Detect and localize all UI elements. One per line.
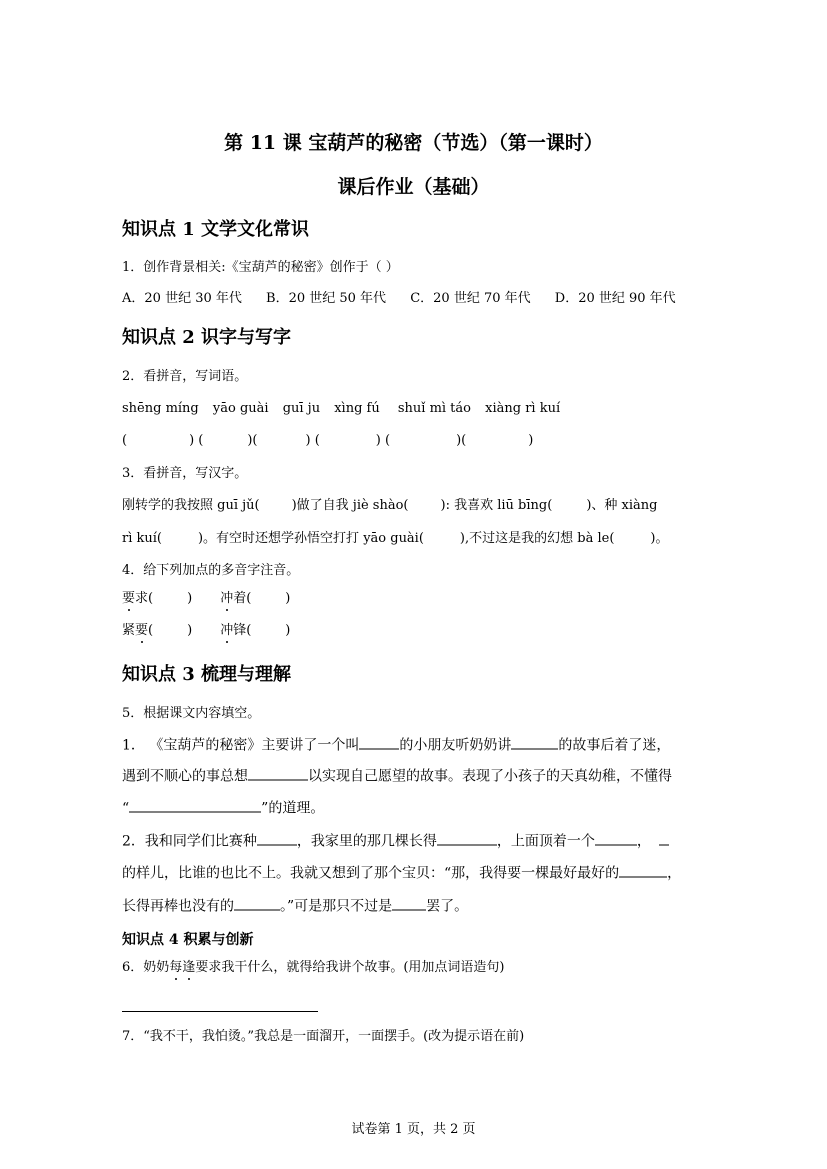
fill-blank-line: 的样儿，比谁的也比不上。我就又想到了那个宝贝：“那，我得要一棵最好最好的 ，	[122, 865, 682, 882]
answer-line[interactable]	[122, 1011, 318, 1012]
question-2-stem: 2．看拼音，写词语。	[122, 369, 248, 384]
question-4-stem: 4．给下列加点的多音字注音。	[122, 563, 300, 578]
question-1-options	[122, 290, 676, 308]
fill-blank-line: 1． 《宝葫芦的秘密》主要讲了一个叫 的小朋友听奶奶讲 的故事后着了迷，	[122, 737, 671, 754]
question-3-stem: 3．看拼音，写汉字。	[122, 466, 248, 481]
page-footer: 试卷第 1 页，共 2 页	[351, 1122, 476, 1137]
pinyin: shuǐ mì táo	[397, 401, 471, 416]
question-5-stem: 5．根据课文内容填空。	[122, 706, 261, 721]
pinyin: shēng míng	[122, 401, 199, 416]
question-6: 6．奶奶每逢要求我干什么，就得给我讲个故事。(用加点词语造句)	[122, 960, 505, 975]
answer-parens-row[interactable]: ( ) ( )( ) ( ) ( )( )	[122, 433, 534, 448]
pinyin: xiàng rì kuí	[485, 401, 561, 416]
question-3-line-2: rì kuí( )。有空时还想学孙悟空打打 yāo guài( ),不过这是我的幻想 bà le( )。	[122, 531, 669, 546]
page-subtitle: 课后作业（基础）	[337, 176, 490, 198]
fill-blank-line: 2．我和同学们比赛种 ，我家里的那几棵长得 ，上面顶着一个 ，	[122, 832, 669, 851]
section-heading-3: 知识点 3 梳理与理解	[122, 664, 292, 685]
section-heading-4: 知识点 4 积累与创新	[122, 932, 254, 948]
option-c: C．20 世纪 70 年代	[410, 291, 531, 306]
option-d: D．20 世纪 90 年代	[554, 291, 676, 306]
pinyin: xìng fú	[334, 401, 380, 416]
pinyin: yāo guài	[212, 401, 269, 416]
pinyin: guī ju	[282, 401, 321, 416]
question-7: 7．“我不干，我怕烫。”我总是一面溜开，一面摆手。(改为提示语在前)	[122, 1029, 525, 1044]
page-title: 第 11 课 宝葫芦的秘密（节选）（第一课时）	[224, 132, 603, 154]
fill-blank-line: 长得再棒也没有的 。”可是那只不过是 罢了。	[122, 898, 469, 915]
question-3-line-1: 刚转学的我按照 guī jǔ( )做了自我 jiè shào( ): 我喜欢 liū bīng( )、种 xiàng	[122, 498, 658, 513]
polyphone-row-1: 要求( ) 冲着( )	[122, 591, 291, 606]
fill-blank-line: 遇到不顺心的事总想 以实现自己愿望的故事。表现了小孩子的天真幼稚，不懂得	[122, 768, 672, 785]
pinyin-row	[122, 400, 560, 418]
question-1-stem: 1．创作背景相关:《宝葫芦的秘密》创作于（ ）	[122, 260, 399, 275]
fill-blank-line: “ ”的道理。	[122, 800, 325, 817]
section-heading-1: 知识点 1 文学文化常识	[122, 219, 310, 240]
option-a: A．20 世纪 30 年代	[122, 291, 242, 306]
option-b: B．20 世纪 50 年代	[266, 291, 387, 306]
polyphone-row-2: 紧要( ) 冲锋( )	[122, 623, 291, 638]
section-heading-2: 知识点 2 识字与写字	[122, 327, 292, 348]
